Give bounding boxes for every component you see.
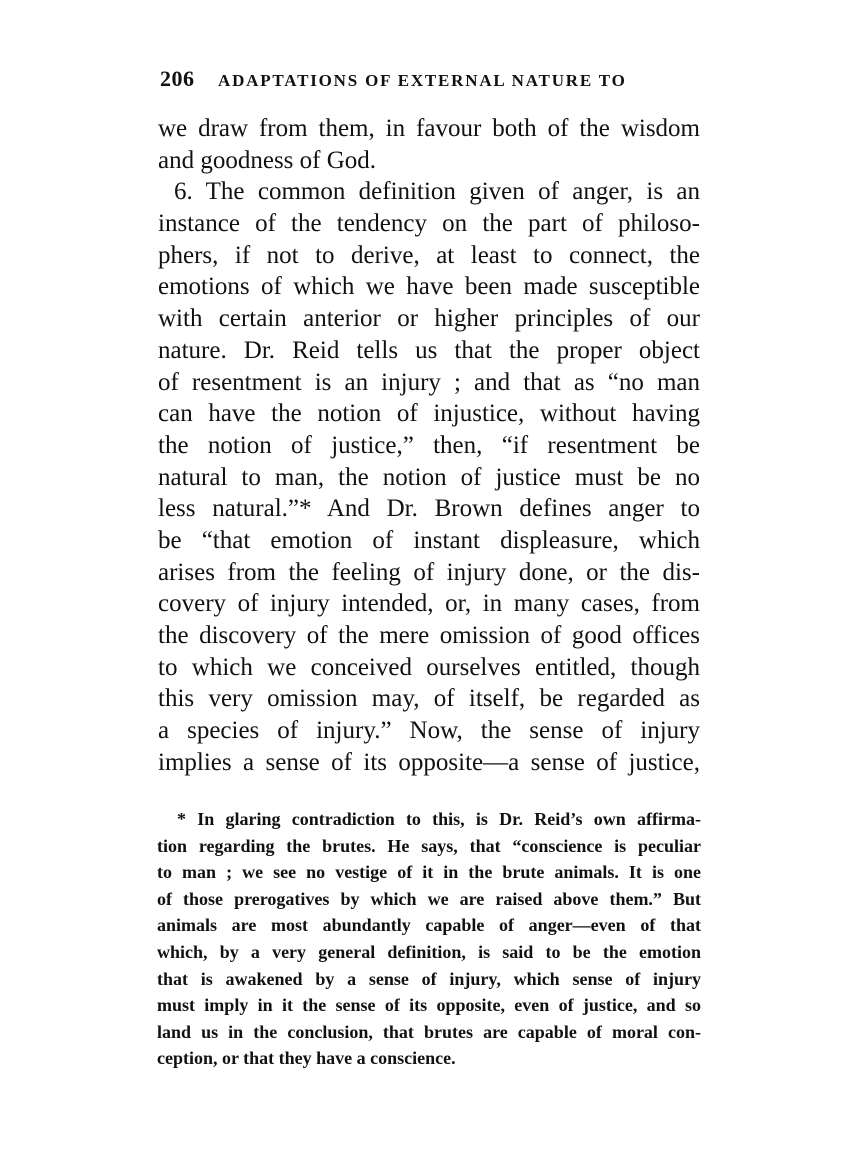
body-line: to which we conceived ourselves entitled, though [158, 653, 700, 681]
body-line: be “that emotion of instant displeasure, which [158, 526, 700, 554]
footnote [157, 806, 701, 1072]
body-line: this very omission may, of itself, be regarded as [158, 685, 700, 713]
footnote-line: which, by a very general definition, is said to be the emotion [157, 941, 701, 962]
body-line: and goodness of God. [158, 146, 377, 174]
footnote-line: land us in the conclusion, that brutes are capable of moral con- [157, 1021, 701, 1042]
body-line: the notion of justice,” then, “if resentment be [158, 431, 700, 459]
running-head [160, 64, 700, 94]
footnote-line: ception, or that they have a conscience. [157, 1048, 456, 1069]
body-line: less natural.”* And Dr. Brown defines anger to [158, 495, 700, 523]
footnote-line: to man ; we see no vestige of it in the brute animals. It is one [157, 862, 701, 883]
body-line: a species of injury.” Now, the sense of injury [158, 717, 700, 745]
footnote-line: animals are most abundantly capable of anger—even of that [157, 915, 701, 936]
body-text [158, 113, 700, 778]
footnote-line: * In glaring contradiction to this, is Dr. Reid’s own affirma- [177, 809, 701, 829]
body-line: implies a sense of its opposite—a sense of justice, [158, 748, 700, 776]
body-line: arises from the feeling of injury done, or the dis- [158, 558, 700, 586]
body-line: instance of the tendency on the part of philoso- [158, 210, 700, 238]
footnote-line: of those prerogatives by which we are raised above them.” But [157, 888, 701, 909]
body-line: we draw from them, in favour both of the wisdom [158, 115, 700, 142]
body-line: nature. Dr. Reid tells us that the proper object [158, 336, 700, 364]
body-line: the discovery of the mere omission of good offices [158, 622, 700, 649]
footnote-line: tion regarding the brutes. He says, that “conscience is peculiar [157, 835, 701, 856]
body-line: covery of injury intended, or, in many cases, from [158, 590, 700, 618]
running-title: ADAPTATIONS OF EXTERNAL NATURE TO [218, 71, 627, 90]
body-line: with certain anterior or higher principles of our [158, 305, 700, 333]
body-line: natural to man, the notion of justice must be no [158, 463, 700, 491]
body-line: of resentment is an injury ; and that as “no man [158, 368, 700, 396]
footnote-line: that is awakened by a sense of injury, which sense of injury [157, 968, 701, 989]
page-number: 206 [160, 66, 195, 91]
body-line: 6. The common definition given of anger, is an [174, 178, 700, 206]
footnote-line: must imply in it the sense of its opposite, even of justice, and so [157, 995, 701, 1016]
body-line: can have the notion of injustice, without having [158, 400, 700, 428]
body-line: emotions of which we have been made susceptible [158, 273, 700, 301]
body-line: phers, if not to derive, at least to connect, the [158, 241, 700, 269]
